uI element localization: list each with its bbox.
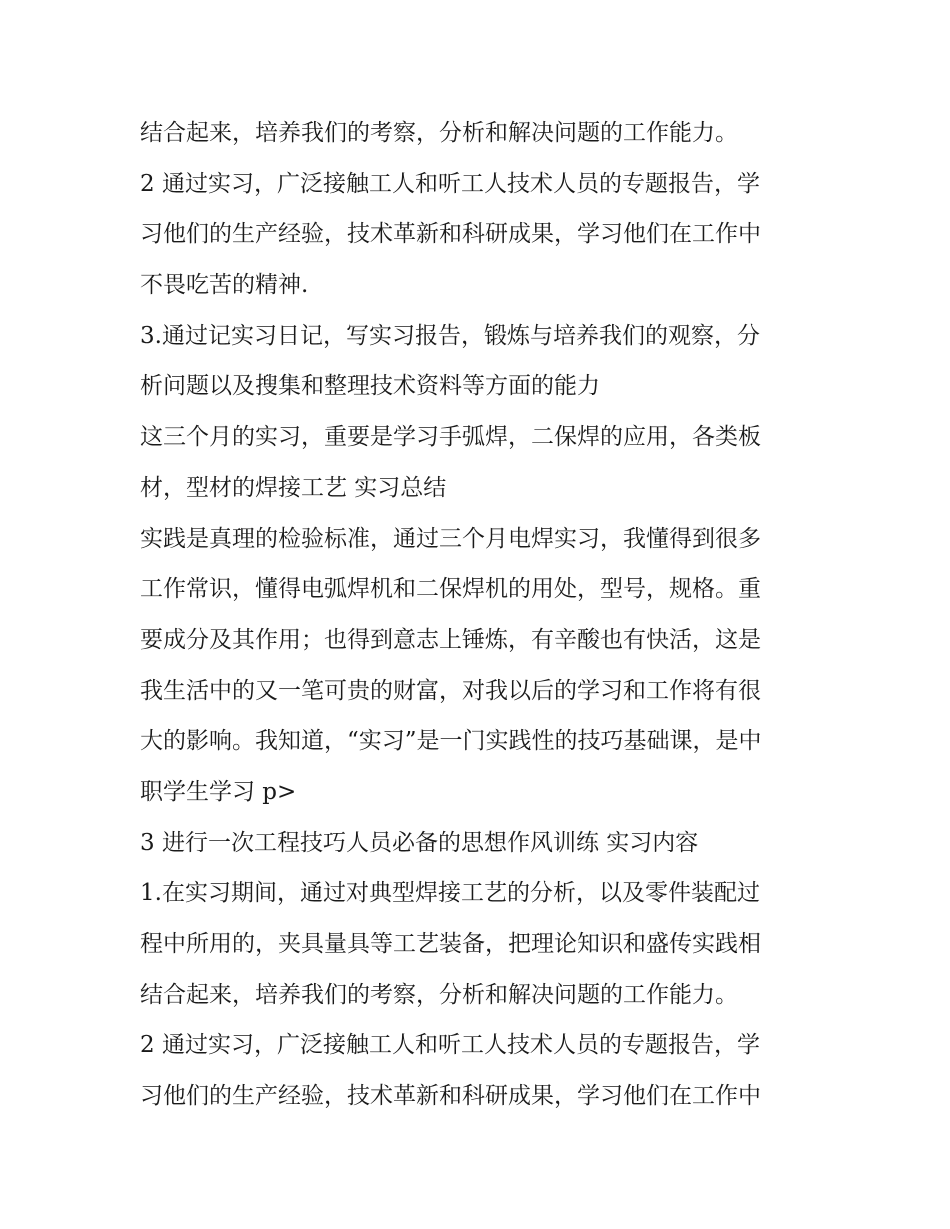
- text-line: 实践是真理的检验标准，通过三个月电焊实习，我懂得到很多: [140, 525, 761, 552]
- text-line: 不畏吃苦的精神.: [140, 272, 309, 299]
- text-line: 习他们的生产经验，技术革新和科研成果，学习他们在工作中: [140, 1083, 761, 1110]
- text-line: 结合起来，培养我们的考察，分析和解决问题的工作能力。: [140, 981, 738, 1008]
- text-line: 程中所用的，夹具量具等工艺装备，把理论知识和盛传实践相: [140, 931, 761, 957]
- text-line: 结合起来，培养我们的考察，分析和解决问题的工作能力。: [140, 120, 738, 146]
- text-line: 我生活中的又一笔可贵的财富，对我以后的学习和工作将有很: [140, 677, 761, 704]
- text-line: 大的影响。我知道，“实习”是一门实践性的技巧基础课，是中: [140, 728, 762, 755]
- text-line: 1.在实习期间，通过对典型焊接工艺的分析，以及零件装配过: [140, 880, 760, 907]
- text-line: 2 通过实习，广泛接触工人和听工人技术人员的专题报告，学: [140, 170, 760, 197]
- text-line: 3.通过记实习日记，写实习报告，锻炼与培养我们的观察，分: [140, 322, 760, 349]
- text-line: 析问题以及搜集和整理技术资料等方面的能力: [140, 373, 600, 400]
- text-line: 职学生学习 p>: [140, 778, 297, 805]
- document-body: [140, 108, 820, 1122]
- text-line: 这三个月的实习，重要是学习手弧焊，二保焊的应用，各类板: [140, 424, 761, 451]
- text-line: 要成分及其作用；也得到意志上锤炼，有辛酸也有快活，这是: [140, 626, 761, 653]
- text-line: 工作常识，懂得电弧焊机和二保焊机的用处，型号，规格。重: [140, 576, 761, 603]
- text-line: 材，型材的焊接工艺 实习总结: [140, 474, 447, 501]
- text-line: 习他们的生产经验，技术革新和科研成果，学习他们在工作中: [140, 221, 761, 248]
- text-line: 3 进行一次工程技巧人员必备的思想作风训练 实习内容: [140, 829, 699, 856]
- text-line: 2 通过实习，广泛接触工人和听工人技术人员的专题报告，学: [140, 1032, 760, 1059]
